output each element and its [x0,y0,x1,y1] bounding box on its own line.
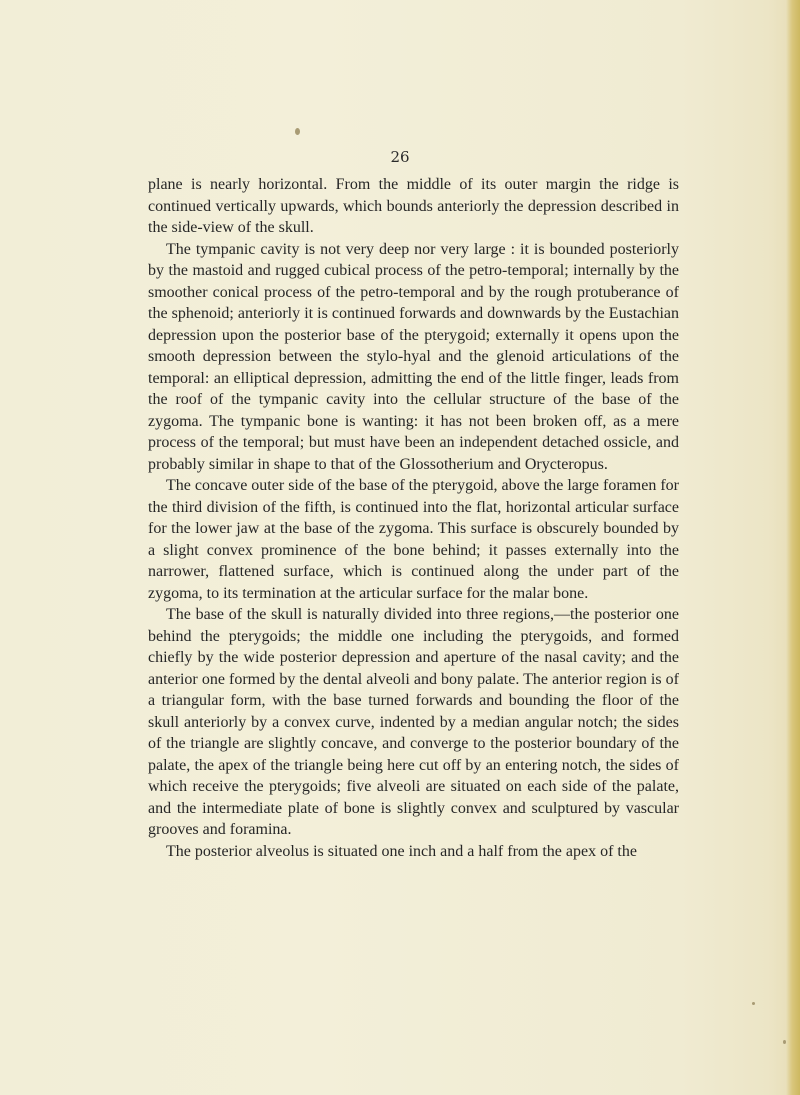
paragraph: plane is nearly horizontal. From the middle of its outer margin the ridge is continued vertically upwards, which bounds anteriorly the depression described in the side-view of the skull. [148,176,679,236]
paper-speck [295,128,300,135]
paragraph: The concave outer side of the base of the pterygoid, above the large foramen for the third division of the fifth, is continued into the flat, horizontal articular surface for the lower jaw at the base of the zygoma. This surface is obscurely bounded by a slight convex prominence of the bone behind; it passes externally into the narrower, flattened surface, which is continued along the under part of the zygoma, to its termination at the articular surface for the malar bone. [148,477,679,602]
paper-speck [783,1040,786,1044]
paragraph: The base of the skull is naturally divided into three regions,—the posterior one behind the pterygoids; the middle one including the pterygoids, and formed chiefly by the wide posterior depression and aperture of the nasal cavity; and the anterior one formed by the dental alveoli and bony palate. The anterior region is of a triangular form, with the base turned forwards and bounding the floor of the skull anteriorly by a convex curve, indented by a median angular notch; the sides of the triangle are slightly concave, and converge to the posterior boundary of the palate, the apex of the triangle being here cut off by an entering notch, the sides of which receive the pterygoids; five alveoli are situated on each side of the palate, and the intermediate plate of bone is slightly convex and sculptured by vascular grooves and foramina. [148,606,679,838]
paragraph: The tympanic cavity is not very deep nor very large : it is bounded posteriorly by the mastoid and rugged cubical process of the petro-temporal; internally by the smoother conical process of the petro-temporal and by the rough protuberance of the sphenoid; anteriorly it is continued forwards and downwards by the Eustachian depression upon the posterior base of the pterygoid; externally it opens upon the smooth depression between the stylo-hyal and the glenoid articulations of the temporal: an elliptical depression, admitting the end of the little finger, leads from the roof of the tympanic cavity into the cellular structure of the base of the zygoma. The tympanic bone is wanting: it has not been broken off, as a mere process of the temporal; but must have been an independent detached ossicle, and probably similar in shape to that of the Glossotherium and Orycteropus. [148,240,679,473]
body-text [148,174,679,862]
paper-speck [752,1002,755,1005]
page-number: 26 [390,148,410,166]
paragraph: The posterior alveolus is situated one inch and a half from the apex of the [166,842,637,860]
